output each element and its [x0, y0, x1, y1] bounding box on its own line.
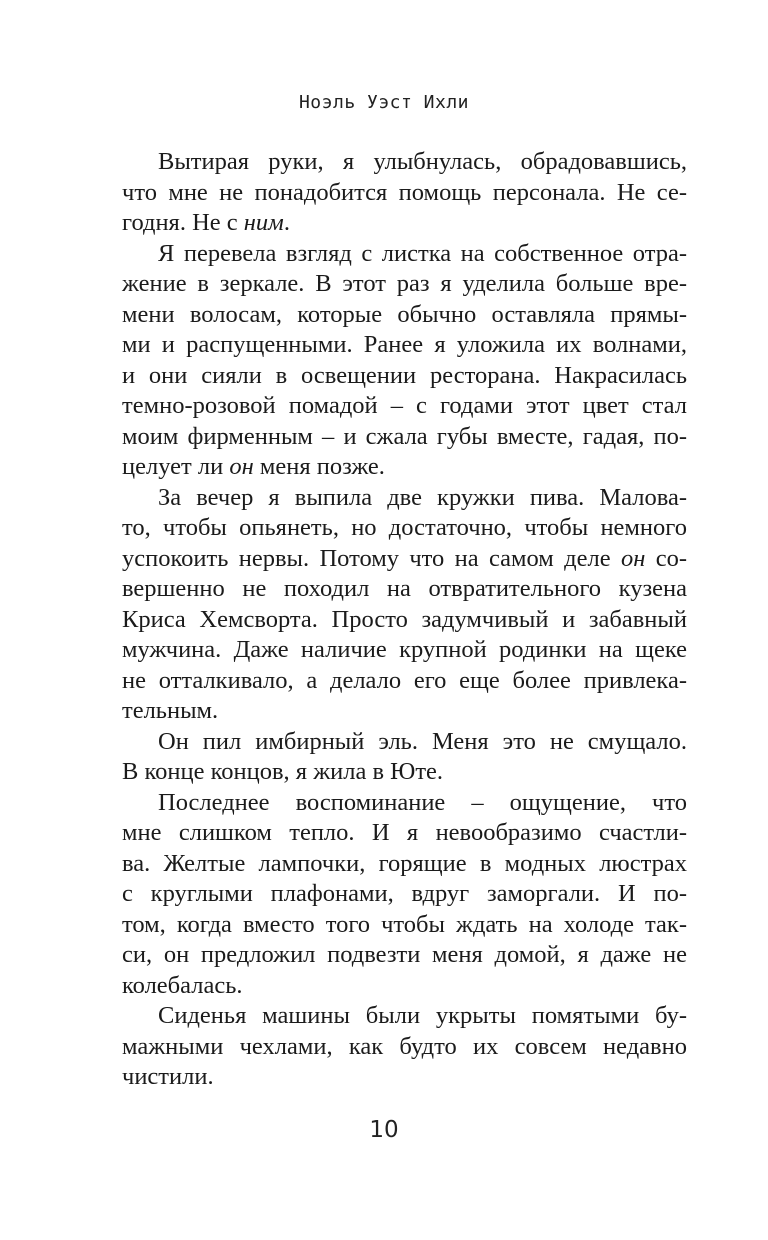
text-line [122, 727, 687, 758]
text-segment: тельным. [122, 697, 219, 724]
italic-text: он [620, 544, 646, 572]
paragraph [122, 1001, 687, 1093]
text-line [122, 696, 687, 727]
text-segment: том, когда вместо того чтобы ждать на холоде так- [122, 910, 687, 938]
text-segment: не отталкивало, а делало его еще более привлека- [122, 666, 687, 694]
text-line [122, 879, 687, 910]
paragraph [122, 788, 687, 1002]
italic-text: ним [243, 209, 284, 236]
text-line [122, 239, 687, 270]
text-line [122, 574, 687, 605]
text-segment: В конце концов, я жила в Юте. [122, 758, 444, 785]
text-segment: чистили. [122, 1063, 214, 1090]
text-segment: . [283, 209, 290, 236]
text-line [122, 300, 687, 331]
text-line [122, 452, 687, 483]
text-line [122, 910, 687, 941]
text-segment: Криса Хемсворта. Просто задумчивый и забавный [122, 605, 687, 633]
text-line [122, 849, 687, 880]
text-segment: Сиденья машины были укрыты помятыми бу- [158, 1002, 687, 1029]
text-segment: меня позже. [253, 453, 385, 480]
paragraph [122, 147, 687, 239]
text-segment: с круглыми плафонами, вдруг заморгали. И по- [122, 880, 687, 907]
text-segment: жение в зеркале. В этот раз я уделила больше вре- [122, 270, 687, 297]
text-line [122, 422, 687, 453]
text-segment: мне слишком тепло. И я невообразимо счастли- [122, 819, 687, 846]
text-segment: успокоить нервы. Потому что на самом деле [122, 544, 621, 572]
text-line [122, 330, 687, 361]
paragraph [122, 727, 687, 788]
text-segment: и они сияли в освещении ресторана. Накрасилась [122, 361, 687, 389]
text-line [122, 361, 687, 392]
text-line [122, 635, 687, 666]
text-line [122, 1001, 687, 1032]
paragraph [122, 239, 687, 483]
text-segment: За вечер я выпила две кружки пива. Малова- [158, 483, 687, 511]
body-text [122, 147, 687, 1093]
text-line [122, 391, 687, 422]
paragraph [122, 483, 687, 727]
text-segment: что мне не понадобится помощь персонала. Не се- [122, 178, 687, 206]
italic-text: он [229, 453, 254, 480]
text-line [122, 818, 687, 849]
text-segment: годня. Не с [122, 209, 244, 236]
text-segment: то, чтобы опьянеть, но достаточно, чтобы немного [122, 514, 687, 541]
text-line [122, 513, 687, 544]
text-line [122, 1062, 687, 1093]
text-line [122, 757, 687, 788]
text-line [122, 666, 687, 697]
text-segment: целует ли [122, 453, 230, 480]
running-head: Ноэль Уэст Ихли [298, 92, 470, 113]
page-number: 10 [369, 1117, 399, 1143]
text-segment: со- [645, 544, 687, 572]
text-line [122, 483, 687, 514]
text-segment: Вытирая руки, я улыбнулась, обрадовавшись, [158, 148, 687, 175]
text-segment: Он пил имбирный эль. Меня это не смущало. [158, 727, 687, 755]
text-line [122, 1032, 687, 1063]
text-segment: мени волосам, которые обычно оставляла прямы- [122, 300, 687, 328]
text-segment: ва. Желтые лампочки, горящие в модных люстрах [122, 849, 687, 877]
text-line [122, 208, 687, 239]
text-line [122, 269, 687, 300]
text-segment: мажными чехлами, как будто их совсем недавно [122, 1032, 687, 1060]
text-line [122, 971, 687, 1002]
text-segment: темно-розовой помадой – с годами этот цвет стал [122, 392, 687, 419]
text-line [122, 788, 687, 819]
text-segment: ми и распущенными. Ранее я уложила их волнами, [122, 331, 687, 358]
text-segment: Последнее воспоминание – ощущение, что [158, 788, 687, 816]
text-line [122, 544, 687, 575]
text-segment: мужчина. Даже наличие крупной родинки на щеке [122, 636, 687, 663]
text-line [122, 178, 687, 209]
text-segment: Я перевела взгляд с листка на собственное отра- [158, 239, 687, 267]
text-segment: вершенно не походил на отвратительного кузена [122, 575, 687, 602]
text-segment: колебалась. [122, 971, 243, 999]
text-segment: моим фирменным – и сжала губы вместе, гадая, по- [122, 422, 687, 450]
text-line [122, 940, 687, 971]
text-segment: си, он предложил подвезти меня домой, я даже не [122, 941, 687, 968]
text-line [122, 605, 687, 636]
text-line [122, 147, 687, 178]
